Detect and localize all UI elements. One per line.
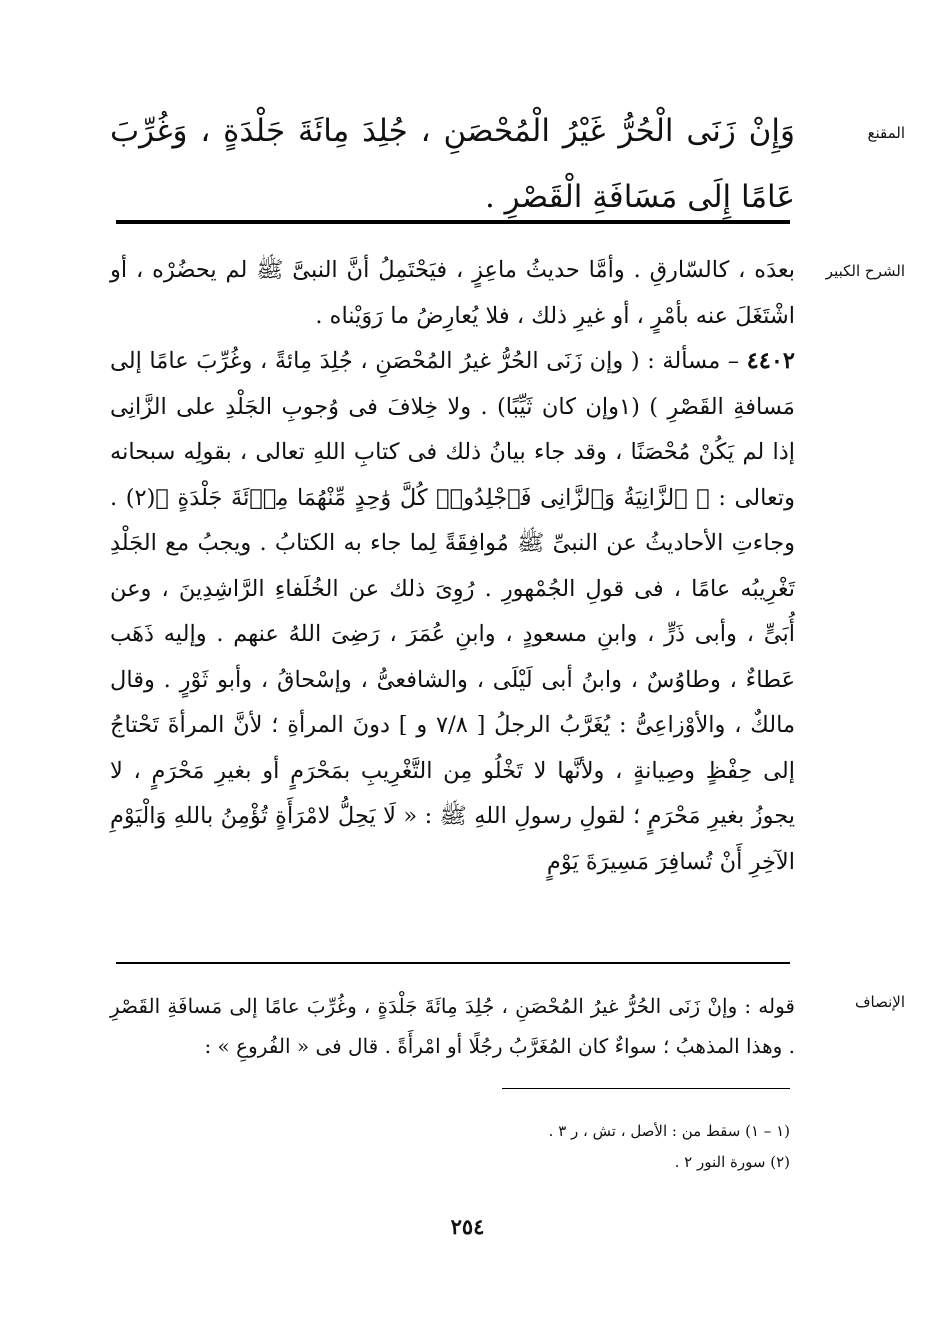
section-divider-thin — [116, 962, 790, 964]
muqni-text — [110, 98, 795, 230]
issue-text: – مسألة : ( وإن زَنَى الحُرُّ غيرُ المُحْصَنِ ، جُلِدَ مِائةً ، وغُرِّبَ عامًا إلى مَسافةِ القَصْرِ ) (١وإن كان ثَيِّبًا) . ولا خِلافَ فى وُجوبِ الجَلْدِ على الزَّانِى إذا لم يَكُنْ مُحْصَنًا ، وقد جاء بيانُ ذلك فى كتابِ اللهِ تعالى ، بقولِه سبحانه وتعالى : ﴿ ٱلزَّانِيَةُ وَٱلزَّانِى فَٱجْلِدُوا۟ كُلَّ وَٰحِدٍ مِّنْهُمَا مِا۟ئَةَ جَلْدَةٍ ﴾(٢) . وجاءتِ الأحاديثُ عن النبىِّ ﷺ مُوافِقَةً لِما جاء به الكتابُ . ويجبُ مع الجَلْدِ تَغْرِيبُه عامًا ، فى قولِ الجُمْهورِ . رُوِىَ ذلك عن الخُلَفاءِ الرَّاشِدِينَ ، وعن أُبَىٍّ ، وأبى ذَرٍّ ، وابنِ مسعودٍ ، وابنِ عُمَرَ ، رَضِىَ اللهُ عنهم . وإليه ذَهَب عَطاءٌ ، وطاوُسٌ ، وابنُ أبى لَيْلَى ، والشافعىُّ ، وإسْحاقُ ، وأبو ثَوْرٍ . وقال مالكٌ ، والأوْزاعِىُّ : يُغَرَّبُ الرجلُ [ ٧/٨ و ] دونَ المرأةِ ؛ لأنَّ المرأةَ تَحْتاجُ إلى حِفْظٍ وصِيانةٍ ، ولأنَّها لا تَخْلُو مِن التَّغْرِيبِ بمَحْرَمٍ أو بغيرِ مَحْرَمٍ ، لا يجوزُ بغيرِ مَحْرَمٍ ؛ لقولِ رسولِ اللهِ ﷺ : « لَا يَحِلُّ لامْرَأَةٍ تُؤْمِنُ باللهِ وَالْيَوْمِ الآخِرِ أَنْ تُسافِرَ مَسِيرَةَ يَوْمٍ — [110, 348, 796, 875]
footnote-divider — [502, 1088, 790, 1089]
sharh-label: الشرح الكبير — [825, 262, 905, 280]
issue-number: ٤٤٠٢ — [746, 348, 795, 374]
insaf-text — [110, 986, 795, 1066]
footnote-1: (١ – ١) سقط من : الأصل ، تش ، ر ٣ . — [548, 1122, 790, 1140]
muqni-label: المقنع — [867, 124, 905, 142]
section-divider-thick — [116, 220, 790, 224]
insaf-paragraph: قوله : وإنْ زَنَى الحُرُّ غيرُ المُحْصَنِ ، جُلِدَ مِائَةَ جَلْدَةٍ ، وغُرِّبَ عامًا إلى مَسافَةِ القَصْرِ . وهذا المذهبُ ؛ سواءٌ كان المُغَرَّبُ رجُلًا أو امْرأَةً . قال فى « الفُروعِ » : — [110, 994, 795, 1058]
sharh-paragraph-1: بعدَه ، كالسّارقِ . وأمَّا حديثُ ماعِزٍ ، فيَحْتَمِلُ أنَّ النبىَّ ﷺ لم يحضُرْه ، أو اشْتَغَلَ عنه بأمْرٍ ، أو غيرِ ذلك ، فلا يُعارِضُ ما رَوَيْناه . — [110, 257, 795, 329]
muqni-paragraph: وَإِنْ زَنَى الْحُرُّ غَيْرُ الْمُحْصَنِ ، جُلِدَ مِائَةَ جَلْدَةٍ ، وَغُرِّبَ عَامًا إِلَى مَسَافَةِ الْقَصْرِ . — [110, 113, 795, 215]
footnote-2: (٢) سورة النور ٢ . — [674, 1153, 790, 1171]
sharh-paragraph-2 — [110, 339, 795, 885]
sharh-text — [110, 248, 795, 885]
page-number: ٢٥٤ — [450, 1214, 485, 1239]
insaf-label: الإنصاف — [854, 993, 905, 1011]
footnotes — [380, 1116, 790, 1178]
